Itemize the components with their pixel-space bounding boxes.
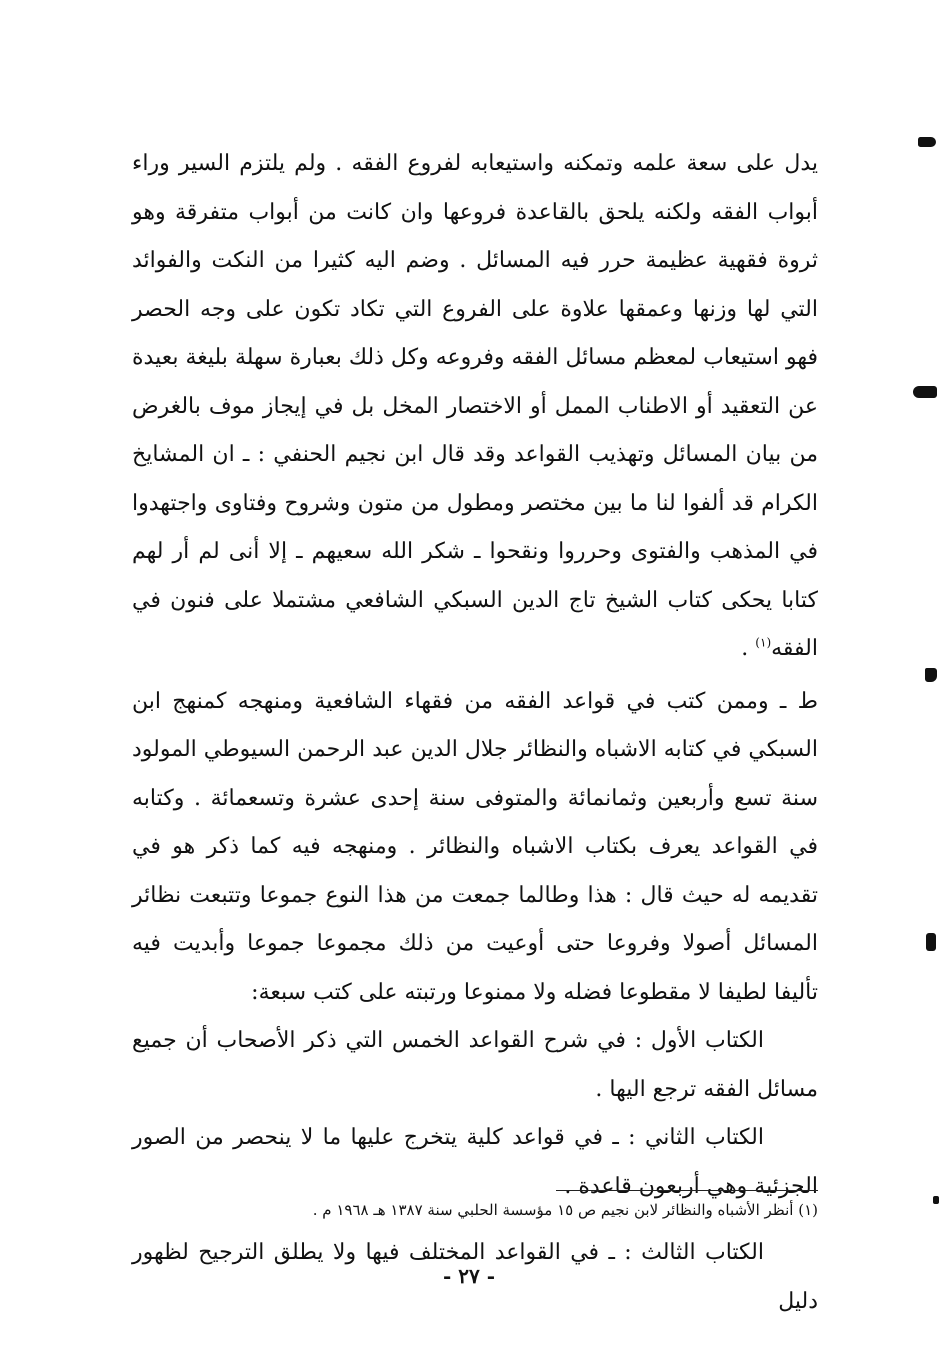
- scan-mark: [913, 386, 937, 398]
- paragraph-1: [132, 140, 818, 674]
- scan-mark: [933, 1196, 939, 1204]
- paragraph-1-end: .: [741, 636, 756, 661]
- paragraph-2: ط ـ وممن كتب في قواعد الفقه من فقهاء الشافعية ومنهجه كمنهج ابن السبكي في كتابه الاشباه والنظائر جلال الدين عبد الرحمن السيوطي المولود سنة تسع وأربعين وثمانمائة والمتوفى سنة إحدى عشرة وتسعمائة . وكتابه في القواعد يعرف بكتاب الاشباه والنظائر . ومنهجه فيه كما ذكر هو في تقديمه له حيث قال : هذا وطالما جمعت من هذا النوع جموعا وتتبعت نظائر المسائل أصولا وفروعا حتى أوعيت من ذلك مجموعا جموعا وأبديت فيه تأليفا لطيفا لا مقطوعا فضله ولا ممنوعا ورتبته على كتب سبعة:: [132, 688, 818, 1005]
- paragraph-1-text: يدل على سعة علمه وتمكنه واستيعابه لفروع الفقه . ولم يلتزم السير وراء أبواب الفقه ولكنه يلحق بالقاعدة فروعها وان كانت من أبواب متفرقة وهو ثروة فقهية عظيمة حرر فيه المسائل . وضم اليه كثيرا من النكت والفوائد التي لها وزنها وعمقها علاوة على الفروع التي تكاد تكون على وجه الحصر فهو استيعاب لمعظم مسائل الفقه وفروعه وكل ذلك بعبارة سهلة بليغة بعيدة عن التعقيد أو الاطناب الممل أو الاختصار المخل بل في إيجاز موف بالغرض من بيان المسائل وتهذيب القواعد وقد قال ابن نجيم الحنفي : ـ ان المشايخ الكرام قد ألفوا لنا ما بين مختصر ومطول من متون وشروح وفتاوى واجتهدوا في المذهب والفتوى وحرروا ونقحوا ـ شكر الله سعيهم ـ إلا أنى لم أر لهم كتابا يحكى كتاب الشيخ تاج الدين السبكي الشافعي مشتملا على فنون في الفقه: [132, 151, 818, 661]
- footnote-divider: [556, 1190, 818, 1191]
- scan-mark: [925, 668, 937, 682]
- scan-mark: [918, 137, 936, 147]
- scan-mark: [926, 933, 936, 951]
- paragraph-4: الكتاب الثاني : ـ في قواعد كلية يتخرج عليها ما لا ينحصر من الصور الجزئية وهي أربعون قاعدة .: [132, 1125, 818, 1199]
- footnote-reference: (١): [755, 635, 772, 650]
- paragraph-3: الكتاب الأول : في شرح القواعد الخمس التي ذكر الأصحاب أن جميع مسائل الفقه ترجع اليها .: [132, 1028, 818, 1102]
- footnote: (١) أنظر الأشباه والنظائر لابن نجيم ص ١٥ مؤسسة الحلبي سنة ١٣٨٧ هـ ١٩٦٨ م .: [312, 1201, 818, 1219]
- page-number: - ٢٧ -: [442, 1264, 495, 1288]
- body-text: [132, 140, 818, 1326]
- paragraph-5: الكتاب الثالث : ـ في القواعد المختلف فيها ولا يطلق الترجيح لظهور دليل: [132, 1240, 818, 1314]
